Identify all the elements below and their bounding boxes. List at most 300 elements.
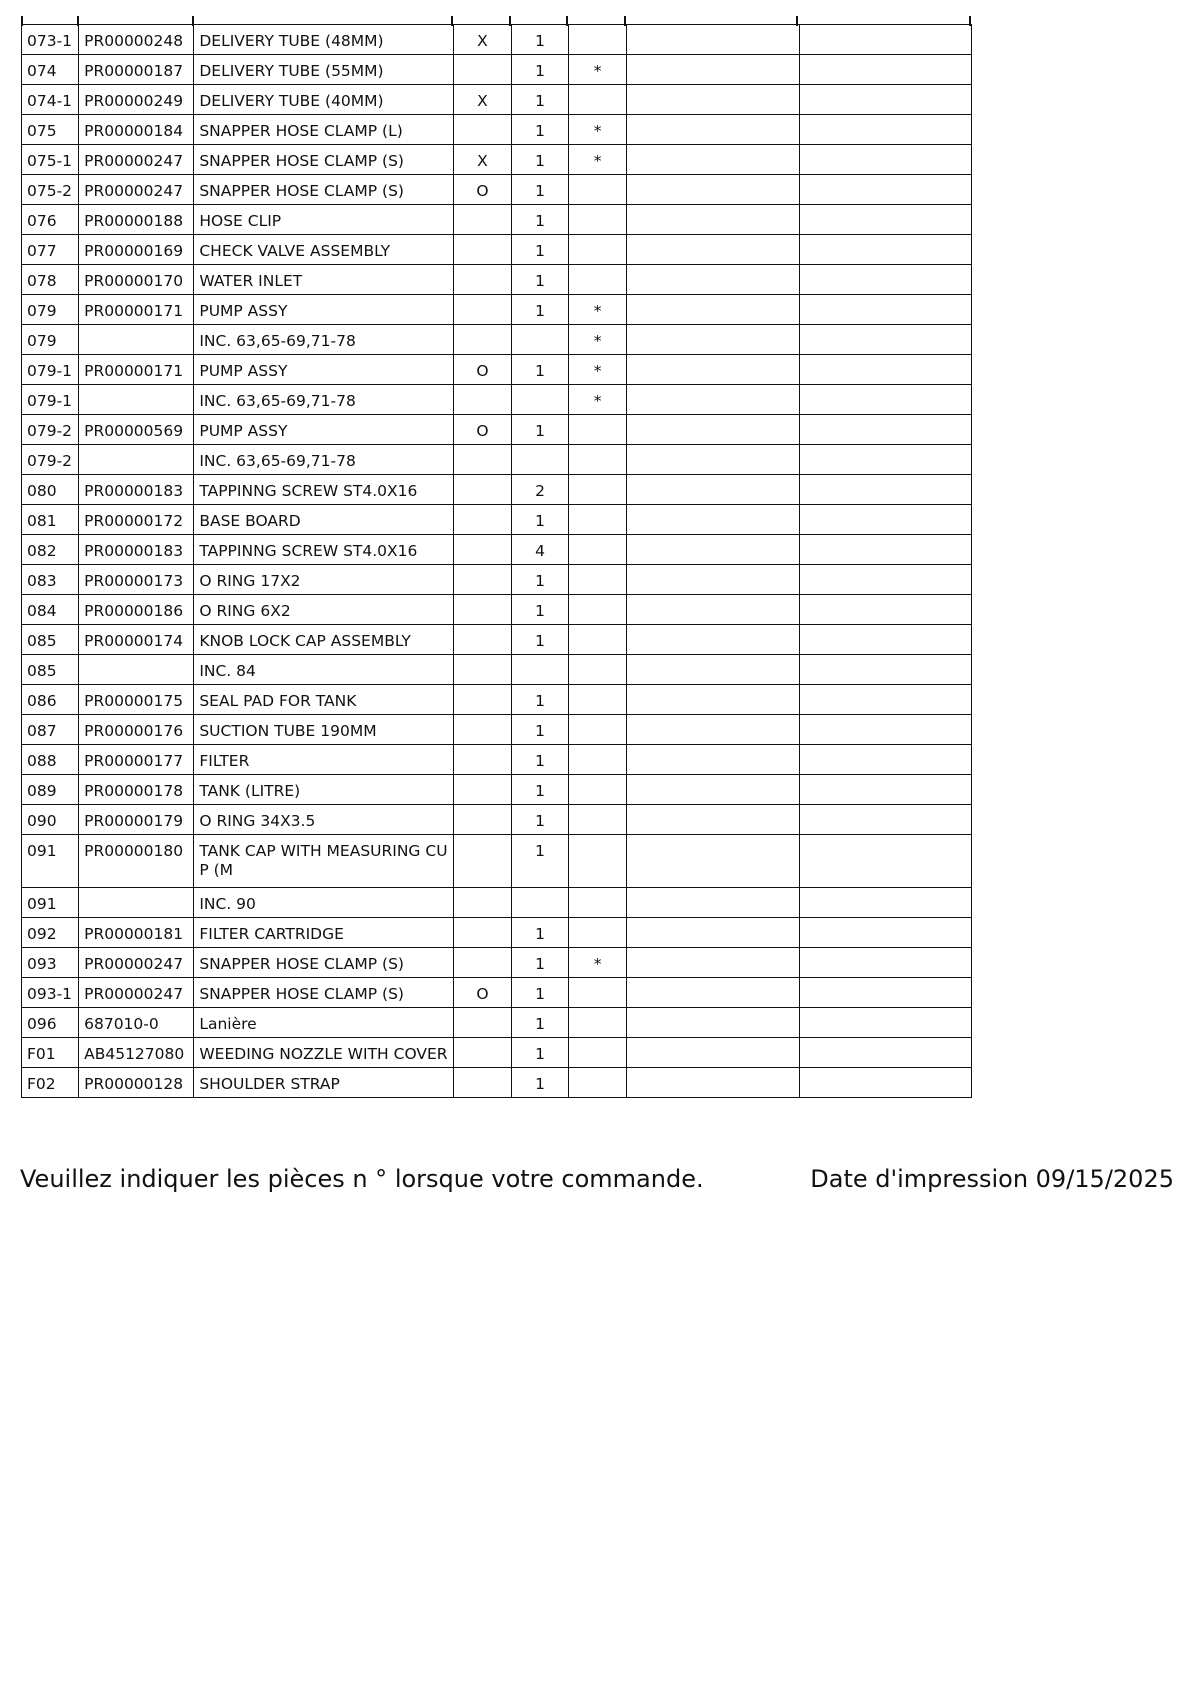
ref-number-cell: 079 [22, 325, 79, 355]
note-star-cell [569, 565, 627, 595]
empty-cell [627, 595, 799, 625]
description-cell: TANK CAP WITH MEASURING CUP (M [194, 835, 454, 888]
ref-number-cell: 092 [22, 918, 79, 948]
empty-cell [799, 145, 971, 175]
empty-cell [799, 355, 971, 385]
variant-mark-cell: O [453, 978, 511, 1008]
note-star-cell [569, 775, 627, 805]
table-row [22, 325, 972, 355]
part-number-cell: PR00000247 [79, 948, 194, 978]
ref-number-cell: 079-2 [22, 445, 79, 475]
ref-number-cell: 093-1 [22, 978, 79, 1008]
quantity-cell: 1 [511, 775, 568, 805]
empty-cell [627, 655, 799, 685]
description-cell: BASE BOARD [194, 505, 454, 535]
quantity-cell: 1 [511, 235, 568, 265]
empty-cell [627, 235, 799, 265]
description-cell: O RING 6X2 [194, 595, 454, 625]
note-star-cell: * [569, 295, 627, 325]
description-cell: INC. 63,65-69,71-78 [194, 325, 454, 355]
variant-mark-cell [453, 888, 511, 918]
table-row [22, 205, 972, 235]
ref-number-cell: 074 [22, 55, 79, 85]
quantity-cell: 1 [511, 1008, 568, 1038]
part-number-cell: PR00000249 [79, 85, 194, 115]
variant-mark-cell [453, 918, 511, 948]
table-row [22, 745, 972, 775]
empty-cell [627, 55, 799, 85]
part-number-cell: PR00000128 [79, 1068, 194, 1098]
part-number-cell: PR00000171 [79, 355, 194, 385]
empty-cell [799, 475, 971, 505]
empty-cell [627, 775, 799, 805]
variant-mark-cell [453, 475, 511, 505]
table-row [22, 415, 972, 445]
table-row [22, 625, 972, 655]
description-cell: INC. 63,65-69,71-78 [194, 385, 454, 415]
empty-cell [627, 355, 799, 385]
variant-mark-cell: X [453, 145, 511, 175]
part-number-cell [79, 385, 194, 415]
quantity-cell: 4 [511, 535, 568, 565]
quantity-cell: 1 [511, 948, 568, 978]
empty-cell [627, 505, 799, 535]
variant-mark-cell [453, 385, 511, 415]
ref-number-cell: 075 [22, 115, 79, 145]
note-star-cell [569, 888, 627, 918]
part-number-cell: PR00000176 [79, 715, 194, 745]
quantity-cell: 2 [511, 475, 568, 505]
description-cell: SUCTION TUBE 190MM [194, 715, 454, 745]
note-star-cell: * [569, 115, 627, 145]
quantity-cell: 1 [511, 55, 568, 85]
description-cell: WEEDING NOZZLE WITH COVER [194, 1038, 454, 1068]
table-row [22, 918, 972, 948]
print-date: Date d'impression 09/15/2025 [810, 1165, 1174, 1193]
table-row [22, 1068, 972, 1098]
description-cell: HOSE CLIP [194, 205, 454, 235]
ref-number-cell: 091 [22, 888, 79, 918]
description-cell: KNOB LOCK CAP ASSEMBLY [194, 625, 454, 655]
empty-cell [627, 918, 799, 948]
note-star-cell [569, 205, 627, 235]
note-star-cell [569, 85, 627, 115]
empty-cell [799, 595, 971, 625]
quantity-cell: 1 [511, 745, 568, 775]
empty-cell [627, 805, 799, 835]
ref-number-cell: 079-1 [22, 385, 79, 415]
ref-number-cell: F01 [22, 1038, 79, 1068]
empty-cell [799, 115, 971, 145]
table-row [22, 115, 972, 145]
note-star-cell [569, 595, 627, 625]
empty-cell [799, 385, 971, 415]
part-number-cell: PR00000177 [79, 745, 194, 775]
empty-cell [799, 918, 971, 948]
quantity-cell [511, 385, 568, 415]
part-number-cell: PR00000171 [79, 295, 194, 325]
note-star-cell [569, 745, 627, 775]
description-cell: DELIVERY TUBE (40MM) [194, 85, 454, 115]
variant-mark-cell [453, 235, 511, 265]
empty-cell [627, 145, 799, 175]
description-cell: FILTER [194, 745, 454, 775]
quantity-cell: 1 [511, 978, 568, 1008]
part-number-cell: PR00000183 [79, 535, 194, 565]
ref-number-cell: 074-1 [22, 85, 79, 115]
variant-mark-cell [453, 265, 511, 295]
empty-cell [799, 685, 971, 715]
part-number-cell [79, 445, 194, 475]
table-row [22, 385, 972, 415]
note-star-cell [569, 475, 627, 505]
table-row [22, 775, 972, 805]
part-number-cell [79, 655, 194, 685]
ref-number-cell: 073-1 [22, 25, 79, 55]
quantity-cell: 1 [511, 625, 568, 655]
part-number-cell: PR00000179 [79, 805, 194, 835]
quantity-cell: 1 [511, 1038, 568, 1068]
empty-cell [799, 295, 971, 325]
empty-cell [799, 745, 971, 775]
ref-number-cell: 075-1 [22, 145, 79, 175]
empty-cell [627, 445, 799, 475]
note-star-cell [569, 25, 627, 55]
description-cell: TANK (LITRE) [194, 775, 454, 805]
empty-cell [627, 835, 799, 888]
ref-number-cell: 089 [22, 775, 79, 805]
table-row [22, 295, 972, 325]
part-number-cell: PR00000183 [79, 475, 194, 505]
quantity-cell: 1 [511, 415, 568, 445]
note-star-cell: * [569, 325, 627, 355]
note-star-cell [569, 835, 627, 888]
note-star-cell [569, 265, 627, 295]
ref-number-cell: 081 [22, 505, 79, 535]
description-cell: O RING 17X2 [194, 565, 454, 595]
description-cell: INC. 63,65-69,71-78 [194, 445, 454, 475]
part-number-cell: PR00000569 [79, 415, 194, 445]
note-star-cell [569, 175, 627, 205]
quantity-cell: 1 [511, 85, 568, 115]
table-row [22, 55, 972, 85]
table-row [22, 175, 972, 205]
empty-cell [627, 325, 799, 355]
description-cell: SNAPPER HOSE CLAMP (S) [194, 978, 454, 1008]
quantity-cell: 1 [511, 295, 568, 325]
description-cell: PUMP ASSY [194, 415, 454, 445]
variant-mark-cell [453, 565, 511, 595]
empty-cell [627, 175, 799, 205]
description-cell: O RING 34X3.5 [194, 805, 454, 835]
variant-mark-cell [453, 115, 511, 145]
note-star-cell [569, 505, 627, 535]
part-number-cell: PR00000173 [79, 565, 194, 595]
empty-cell [799, 265, 971, 295]
empty-cell [799, 325, 971, 355]
table-row [22, 835, 972, 888]
empty-cell [799, 445, 971, 475]
empty-cell [627, 535, 799, 565]
table-row [22, 25, 972, 55]
empty-cell [627, 85, 799, 115]
variant-mark-cell: X [453, 85, 511, 115]
description-cell: TAPPINNG SCREW ST4.0X16 [194, 535, 454, 565]
description-cell: SNAPPER HOSE CLAMP (S) [194, 948, 454, 978]
quantity-cell: 1 [511, 145, 568, 175]
empty-cell [799, 25, 971, 55]
empty-cell [799, 535, 971, 565]
description-cell: INC. 90 [194, 888, 454, 918]
variant-mark-cell: O [453, 415, 511, 445]
ref-number-cell: 085 [22, 655, 79, 685]
ref-number-cell: 079-2 [22, 415, 79, 445]
note-star-cell [569, 235, 627, 265]
note-star-cell: * [569, 145, 627, 175]
variant-mark-cell [453, 775, 511, 805]
part-number-cell: PR00000180 [79, 835, 194, 888]
quantity-cell [511, 325, 568, 355]
table-row [22, 505, 972, 535]
empty-cell [627, 978, 799, 1008]
empty-cell [799, 625, 971, 655]
ref-number-cell: 093 [22, 948, 79, 978]
table-row [22, 1008, 972, 1038]
ref-number-cell: 077 [22, 235, 79, 265]
ref-number-cell: 075-2 [22, 175, 79, 205]
empty-cell [799, 205, 971, 235]
empty-cell [799, 1038, 971, 1068]
description-cell: PUMP ASSY [194, 355, 454, 385]
note-star-cell: * [569, 355, 627, 385]
note-star-cell [569, 715, 627, 745]
quantity-cell [511, 655, 568, 685]
note-star-cell: * [569, 55, 627, 85]
variant-mark-cell [453, 1008, 511, 1038]
part-number-cell: 687010-0 [79, 1008, 194, 1038]
variant-mark-cell [453, 55, 511, 85]
quantity-cell: 1 [511, 115, 568, 145]
variant-mark-cell [453, 625, 511, 655]
note-star-cell [569, 655, 627, 685]
note-star-cell [569, 535, 627, 565]
table-row [22, 595, 972, 625]
table-row [22, 475, 972, 505]
description-cell: DELIVERY TUBE (55MM) [194, 55, 454, 85]
note-star-cell: * [569, 385, 627, 415]
part-number-cell: PR00000170 [79, 265, 194, 295]
part-number-cell: PR00000184 [79, 115, 194, 145]
quantity-cell: 1 [511, 265, 568, 295]
description-cell: INC. 84 [194, 655, 454, 685]
empty-cell [799, 888, 971, 918]
table-row [22, 565, 972, 595]
variant-mark-cell [453, 715, 511, 745]
empty-cell [799, 805, 971, 835]
empty-cell [799, 835, 971, 888]
note-star-cell: * [569, 948, 627, 978]
ref-number-cell: F02 [22, 1068, 79, 1098]
note-star-cell [569, 1008, 627, 1038]
variant-mark-cell [453, 205, 511, 235]
ref-number-cell: 079-1 [22, 355, 79, 385]
note-star-cell [569, 415, 627, 445]
variant-mark-cell: X [453, 25, 511, 55]
note-star-cell [569, 625, 627, 655]
variant-mark-cell [453, 535, 511, 565]
table-row [22, 145, 972, 175]
empty-cell [627, 25, 799, 55]
variant-mark-cell [453, 685, 511, 715]
empty-cell [627, 265, 799, 295]
empty-cell [627, 948, 799, 978]
parts-table-body [22, 25, 972, 1098]
ref-number-cell: 082 [22, 535, 79, 565]
empty-cell [799, 565, 971, 595]
quantity-cell: 1 [511, 595, 568, 625]
description-cell: SNAPPER HOSE CLAMP (L) [194, 115, 454, 145]
description-cell: SNAPPER HOSE CLAMP (S) [194, 175, 454, 205]
part-number-cell: PR00000247 [79, 175, 194, 205]
empty-cell [799, 1008, 971, 1038]
description-cell: FILTER CARTRIDGE [194, 918, 454, 948]
table-row [22, 445, 972, 475]
variant-mark-cell [453, 325, 511, 355]
ref-number-cell: 079 [22, 295, 79, 325]
quantity-cell: 1 [511, 918, 568, 948]
table-row [22, 1038, 972, 1068]
empty-cell [627, 888, 799, 918]
quantity-cell [511, 888, 568, 918]
variant-mark-cell [453, 948, 511, 978]
variant-mark-cell [453, 745, 511, 775]
description-cell: CHECK VALVE ASSEMBLY [194, 235, 454, 265]
variant-mark-cell [453, 1068, 511, 1098]
part-number-cell: PR00000187 [79, 55, 194, 85]
part-number-cell: PR00000186 [79, 595, 194, 625]
description-cell: Lanière [194, 1008, 454, 1038]
table-row [22, 948, 972, 978]
variant-mark-cell [453, 805, 511, 835]
variant-mark-cell [453, 835, 511, 888]
empty-cell [627, 1068, 799, 1098]
ref-number-cell: 086 [22, 685, 79, 715]
note-star-cell [569, 1038, 627, 1068]
table-row [22, 265, 972, 295]
part-number-cell [79, 325, 194, 355]
quantity-cell: 1 [511, 505, 568, 535]
empty-cell [627, 1038, 799, 1068]
empty-cell [627, 475, 799, 505]
quantity-cell: 1 [511, 1068, 568, 1098]
description-cell: TAPPINNG SCREW ST4.0X16 [194, 475, 454, 505]
empty-cell [799, 948, 971, 978]
empty-cell [799, 978, 971, 1008]
variant-mark-cell [453, 445, 511, 475]
description-cell: DELIVERY TUBE (48MM) [194, 25, 454, 55]
part-number-cell: PR00000172 [79, 505, 194, 535]
ref-number-cell: 096 [22, 1008, 79, 1038]
empty-cell [627, 385, 799, 415]
variant-mark-cell: O [453, 355, 511, 385]
part-number-cell: PR00000178 [79, 775, 194, 805]
empty-cell [799, 655, 971, 685]
quantity-cell: 1 [511, 565, 568, 595]
empty-cell [627, 745, 799, 775]
ref-number-cell: 084 [22, 595, 79, 625]
description-cell: SNAPPER HOSE CLAMP (S) [194, 145, 454, 175]
note-star-cell [569, 685, 627, 715]
variant-mark-cell [453, 295, 511, 325]
empty-cell [627, 715, 799, 745]
empty-cell [799, 415, 971, 445]
ref-number-cell: 083 [22, 565, 79, 595]
empty-cell [627, 415, 799, 445]
empty-cell [627, 1008, 799, 1038]
variant-mark-cell [453, 595, 511, 625]
ref-number-cell: 087 [22, 715, 79, 745]
quantity-cell: 1 [511, 805, 568, 835]
empty-cell [627, 115, 799, 145]
part-number-cell: PR00000181 [79, 918, 194, 948]
ref-number-cell: 078 [22, 265, 79, 295]
part-number-cell: PR00000169 [79, 235, 194, 265]
description-cell: PUMP ASSY [194, 295, 454, 325]
part-number-cell [79, 888, 194, 918]
part-number-cell: PR00000188 [79, 205, 194, 235]
table-row [22, 805, 972, 835]
part-number-cell: PR00000247 [79, 145, 194, 175]
note-star-cell [569, 978, 627, 1008]
empty-cell [799, 235, 971, 265]
variant-mark-cell: O [453, 175, 511, 205]
table-row [22, 85, 972, 115]
quantity-cell: 1 [511, 205, 568, 235]
table-row [22, 535, 972, 565]
empty-cell [627, 295, 799, 325]
quantity-cell: 1 [511, 715, 568, 745]
empty-cell [799, 1068, 971, 1098]
description-cell: SEAL PAD FOR TANK [194, 685, 454, 715]
ref-number-cell: 088 [22, 745, 79, 775]
quantity-cell: 1 [511, 355, 568, 385]
table-row [22, 355, 972, 385]
empty-cell [627, 625, 799, 655]
table-row [22, 978, 972, 1008]
quantity-cell: 1 [511, 175, 568, 205]
note-star-cell [569, 1068, 627, 1098]
table-row [22, 888, 972, 918]
table-row [22, 235, 972, 265]
description-cell: SHOULDER STRAP [194, 1068, 454, 1098]
note-star-cell [569, 918, 627, 948]
variant-mark-cell [453, 655, 511, 685]
description-cell: WATER INLET [194, 265, 454, 295]
empty-cell [799, 175, 971, 205]
order-note: Veuillez indiquer les pièces n ° lorsque votre commande. [20, 1165, 704, 1193]
table-row [22, 685, 972, 715]
empty-cell [799, 55, 971, 85]
empty-cell [799, 775, 971, 805]
parts-table [21, 24, 972, 1098]
ref-number-cell: 091 [22, 835, 79, 888]
ref-number-cell: 085 [22, 625, 79, 655]
empty-cell [799, 85, 971, 115]
table-row [22, 715, 972, 745]
table-row [22, 655, 972, 685]
empty-cell [627, 565, 799, 595]
quantity-cell: 1 [511, 835, 568, 888]
